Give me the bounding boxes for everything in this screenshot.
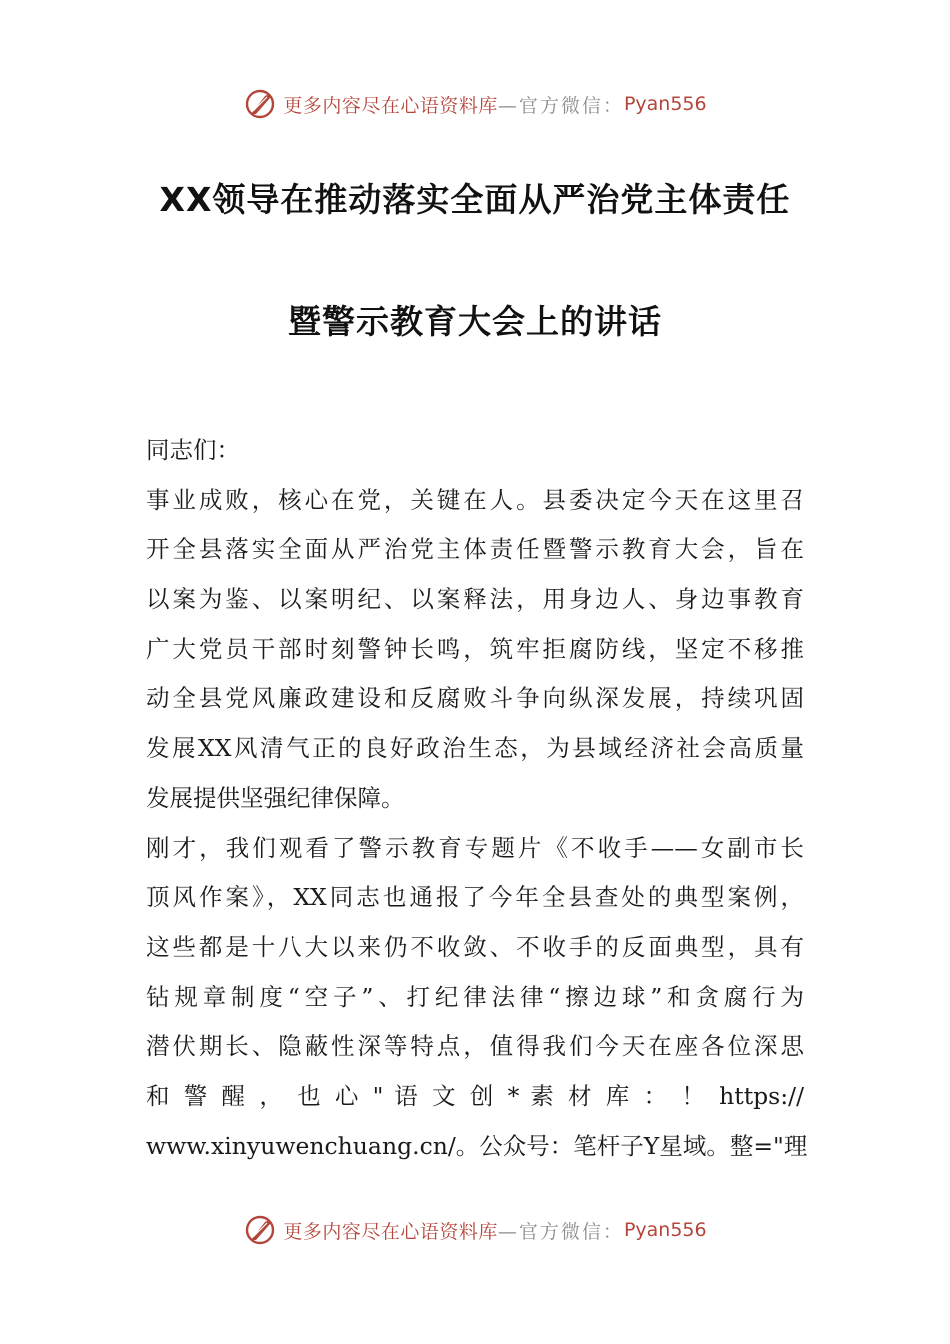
body-line: 这些都是十八大以来仍不收敛、不收手的反面典型，具有: [146, 932, 804, 961]
quill-logo-icon: [243, 1213, 277, 1247]
document-body: [146, 426, 808, 1171]
banner-gray-text: —官方微信：: [497, 94, 624, 117]
body-line: 和 警 醒 ， 也 心 " 语 文 创 * 素 材 库 ： ！ https://: [146, 1081, 804, 1110]
banner-wechat-id: Pyan556: [623, 93, 707, 115]
body-line: 顶风作案》，XX同志也通报了今年全县查处的典型案例，: [146, 883, 804, 912]
document-title-line-2: 暨警示教育大会上的讲话: [288, 302, 662, 341]
body-line: 潜伏期长、隐蔽性深等特点，值得我们今天在座各位深思: [146, 1032, 804, 1061]
body-line: 刚才，我们观看了警示教育专题片《不收手——女副市长: [146, 833, 804, 862]
body-line: 发展XX风清气正的良好政治生态，为县域经济社会高质量: [146, 734, 804, 763]
body-line: 事业成败，核心在党，关键在人。县委决定今天在这里召: [146, 485, 804, 514]
banner-wechat-id: Pyan556: [623, 1219, 707, 1241]
body-line: 动全县党风廉政建设和反腐败斗争向纵深发展，持续巩固: [146, 684, 804, 713]
body-line: 发展提供坚强纪律保障。: [146, 783, 405, 812]
quill-logo-icon: [243, 87, 277, 121]
body-line: 钻规章制度“空子”、打纪律法律“擦边球”和贪腐行为: [146, 982, 804, 1011]
banner-red-text: 更多内容尽在心语资料库: [283, 1220, 498, 1243]
banner-gray-text: —官方微信：: [497, 1220, 624, 1243]
body-line: 广大党员干部时刻警钟长鸣，筑牢拒腐防线，坚定不移推: [146, 634, 804, 663]
header-watermark-banner: [0, 84, 950, 124]
body-line: 开全县落实全面从严治党主体责任暨警示教育大会，旨在: [146, 535, 804, 564]
banner-red-text: 更多内容尽在心语资料库: [283, 94, 498, 117]
body-line: 以案为鉴、以案明纪、以案释法，用身边人、身边事教育: [146, 585, 804, 614]
footer-watermark-banner: [0, 1210, 950, 1250]
document-title-line-1: XX领导在推动落实全面从严治党主体责任: [159, 180, 791, 219]
body-line: www.xinyuwenchuang.cn/。公众号：笔杆子Y星域。整="理: [146, 1131, 808, 1160]
body-line: 同志们：: [146, 436, 240, 464]
